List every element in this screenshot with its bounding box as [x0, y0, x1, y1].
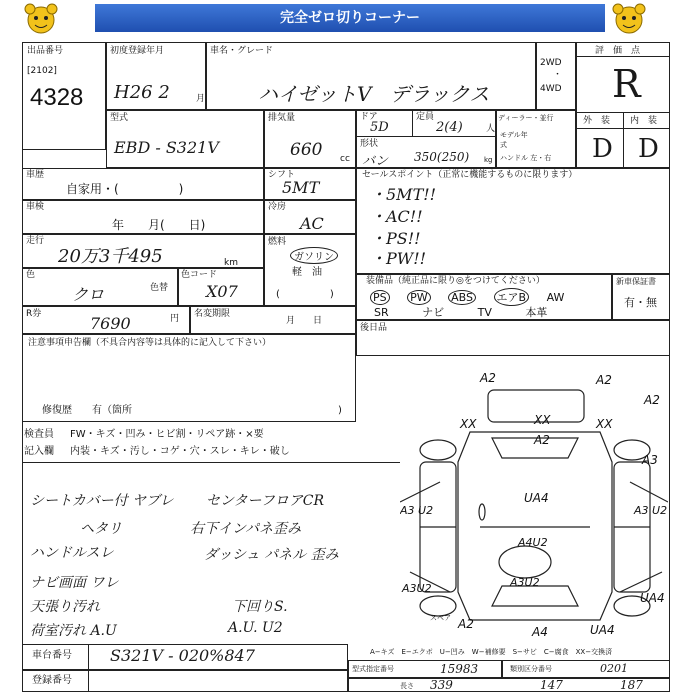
diagram-mark-a3-right: A3: [642, 453, 658, 467]
shift-value: 5MT: [282, 178, 320, 197]
remark-right-2: 右下インパネ歪み: [190, 521, 302, 537]
due-value: 月 日: [286, 316, 323, 326]
doors-divider: [356, 136, 496, 137]
name-value: ハイゼットV: [258, 82, 372, 106]
shift-label: シフト: [268, 170, 296, 180]
inspection-label: 車検: [26, 202, 45, 212]
grade-value: デラックス: [390, 82, 490, 106]
grade-vdivider: [623, 112, 624, 168]
equip-label: 装備品（純正品に限り◎をつけてください）: [366, 276, 545, 286]
remarks-top: [22, 462, 400, 463]
type-num-value: 15983: [440, 662, 479, 676]
diagram-mark-a3u2-right: A3 U2: [634, 504, 668, 517]
km-unit: km: [224, 258, 238, 268]
writer-items: 内装・キズ・汚し・コゲ・穴・スレ・キレ・破し: [70, 446, 290, 457]
model-year-label: モデル年式: [500, 131, 528, 149]
diagram-mark-a3u2-bottom-left: A3U2: [402, 582, 432, 595]
class-value: 0201: [600, 662, 628, 675]
shape-label: 形状: [360, 139, 379, 149]
inspection-value: 年 月( 日): [112, 218, 206, 232]
diagram-mark-a4u2: A4U2: [518, 536, 548, 549]
drive-4wd: 4WD: [540, 84, 562, 94]
month-unit: 月: [196, 94, 206, 104]
capacity-label: 定員: [416, 112, 435, 122]
lot-label: 出品番号: [27, 46, 64, 56]
mileage-value: 20万3千495: [58, 246, 163, 267]
remark-right-1: センターフロアCR: [206, 493, 324, 509]
capacity-value: 2(4): [436, 120, 463, 135]
equip-abs: ABS: [448, 290, 476, 305]
remark-3: ハンドルスレ: [30, 545, 114, 561]
sales-item-1: ・5MT!!: [370, 185, 437, 204]
displacement-value: 660: [290, 140, 323, 160]
mascot-right-icon: [610, 2, 648, 38]
load-value: 350(250): [414, 150, 470, 164]
diagram-mark-xx-mid: XX: [534, 413, 551, 427]
fuel-sub: 軽 油: [292, 267, 322, 278]
later-label: 後日品: [360, 323, 388, 333]
notes-label: 注意事項申告欄（不具合内容等は具体的に記入して下さい）: [28, 338, 272, 348]
person-unit: 人: [486, 124, 496, 134]
grade-divider: [576, 56, 670, 57]
damage-legend: A−キズ E−エクボ U−凹み W−補修要 S−サビ C−腐食 XX−交換済: [370, 648, 613, 656]
exterior-score: D: [592, 134, 613, 164]
remark-6: 荷室汚れ A.U: [30, 623, 117, 639]
register-vdivider: [88, 670, 89, 692]
yen-unit: 円: [170, 314, 180, 324]
name-label: 車名・グレード: [210, 46, 274, 56]
writer-label: 記入欄: [24, 446, 54, 457]
handle-label: ハンドル 左・右: [500, 154, 552, 162]
width-value: 147: [540, 678, 563, 692]
shape-value: バン: [362, 154, 389, 169]
score: R: [612, 62, 641, 106]
color-value: クロ: [72, 285, 105, 304]
chassis-value: S321V - 020%847: [110, 646, 255, 665]
rcert-value: 7690: [90, 314, 131, 333]
first-reg-label: 初度登録年月: [110, 46, 165, 56]
equip-airbag: エアB: [494, 288, 530, 306]
diagram-mark-ua4-center: UA4: [524, 491, 549, 505]
interior-label: 内 装: [630, 116, 658, 126]
equip-leather: 本革: [525, 306, 548, 319]
mileage-label: 走行: [26, 236, 45, 246]
diagram-mark-ua4-bottom-right: UA4: [590, 623, 615, 637]
remark-right-3: ダッシュ パネル 歪み: [204, 547, 339, 563]
grade-divider-3: [576, 128, 670, 129]
exterior-label: 外 装: [583, 116, 611, 126]
inspector-items: FW・キズ・凹み・ヒビ割・リペア跡・×要: [70, 429, 264, 440]
interior-score: D: [638, 134, 659, 164]
displacement-label: 排気量: [268, 113, 296, 123]
diagram-mark-ua4-right: UA4: [640, 591, 665, 605]
doors-label: ドア: [360, 112, 378, 122]
warranty-label: 新車保証書: [616, 277, 656, 286]
diagram-mark-a4-bottom: A4: [532, 625, 548, 639]
equip-tv: TV: [477, 306, 492, 319]
ac-label: 冷房: [268, 202, 287, 212]
grade-label: 評 価 点: [595, 46, 641, 56]
remark-5: 天張り汚れ: [30, 599, 100, 615]
inspector-label: 検査員: [24, 429, 54, 440]
color-label: 色: [26, 270, 36, 280]
doors-value: 5D: [370, 120, 389, 135]
doors-vdivider: [412, 110, 413, 136]
dims-value: 339: [430, 678, 453, 692]
equip-ps: PS: [370, 290, 390, 305]
diagram-mark-xx-right: XX: [596, 417, 613, 431]
diagram-mark-a3u2-left: A3 U2: [400, 504, 434, 517]
mascot-left-icon: [22, 2, 60, 38]
chassis-vdivider: [88, 644, 89, 670]
ac-value: AC: [300, 214, 324, 233]
diagram-mark-a2-topright: A2: [596, 373, 612, 387]
equip-row-2: [374, 304, 547, 320]
color-change-label: 色替: [150, 283, 169, 293]
diagram-mark-a2-mid: A2: [534, 433, 550, 447]
diagram-mark-a3u2-bottom: A3U2: [510, 576, 540, 589]
remark-1: シートカバー付 ヤブレ: [30, 493, 174, 509]
sales-item-2: ・AC!!: [370, 207, 423, 226]
later-cell: [356, 320, 670, 356]
warranty-value: 有・無: [624, 296, 657, 309]
sales-item-4: ・PW!!: [370, 249, 427, 268]
sales-label: セールスポイント（正常に機能するものに限ります）: [362, 170, 578, 180]
diagram-mark-a2-top: A2: [480, 371, 496, 385]
diagram-mark-a2-bottom-left: A2: [458, 617, 474, 631]
remark-4: ナビ画面 ワレ: [30, 575, 119, 591]
fuel-label: 燃料: [268, 237, 287, 247]
dealer-label: ディーラー・並行: [498, 114, 554, 122]
sales-item-3: ・PS!!: [370, 229, 421, 248]
chassis-label: 車台番号: [32, 650, 72, 661]
model-value: EBD - S321V: [114, 138, 219, 157]
drive-2wd: 2WD: [540, 58, 562, 68]
lot-number: 4328: [30, 84, 84, 111]
equip-sr: SR: [374, 306, 389, 319]
remark-right-6: A.U. U2: [228, 620, 283, 636]
model-label: 型式: [110, 113, 129, 123]
dims-label: 長さ: [400, 682, 414, 690]
remark-2: ヘタリ: [80, 521, 122, 537]
lot-sub: [2102]: [27, 66, 57, 76]
equip-aw: AW: [546, 291, 565, 304]
diagram-mark-xx-left: XX: [460, 417, 477, 431]
color-code-label: 色コード: [181, 270, 218, 280]
due-label: 名変期限: [194, 309, 231, 319]
fuel-paren: ( ): [276, 289, 334, 300]
first-reg-value: H26 2: [114, 82, 170, 103]
history-value: 自家用・( ): [66, 182, 184, 196]
fuel-value: ガソリン: [290, 247, 338, 264]
color-code-value: X07: [206, 282, 238, 301]
register-label: 登録番号: [32, 675, 72, 686]
type-num-label: 型式指定番号: [352, 665, 394, 673]
class-label: 類別区分番号: [510, 665, 552, 673]
equip-pw: PW: [407, 290, 431, 305]
equip-navi: ナビ: [422, 306, 445, 319]
cc-unit: cc: [340, 154, 350, 164]
page-title: 完全ゼロ切りコーナー: [95, 4, 605, 32]
remark-right-5: 下回りS.: [232, 599, 288, 615]
kg-unit: kg: [484, 156, 493, 164]
rcert-label: R券: [26, 309, 42, 319]
drive-dot: ・: [553, 70, 563, 80]
spare-label: スペア: [430, 614, 451, 622]
repair-label: 修復歴 有（箇所: [42, 405, 132, 416]
diagram-mark-a2-right: A2: [644, 393, 660, 407]
height-value: 187: [620, 678, 643, 692]
repair-close: ): [338, 405, 342, 416]
car-damage-diagram: [400, 362, 668, 642]
history-label: 車歴: [26, 170, 45, 180]
